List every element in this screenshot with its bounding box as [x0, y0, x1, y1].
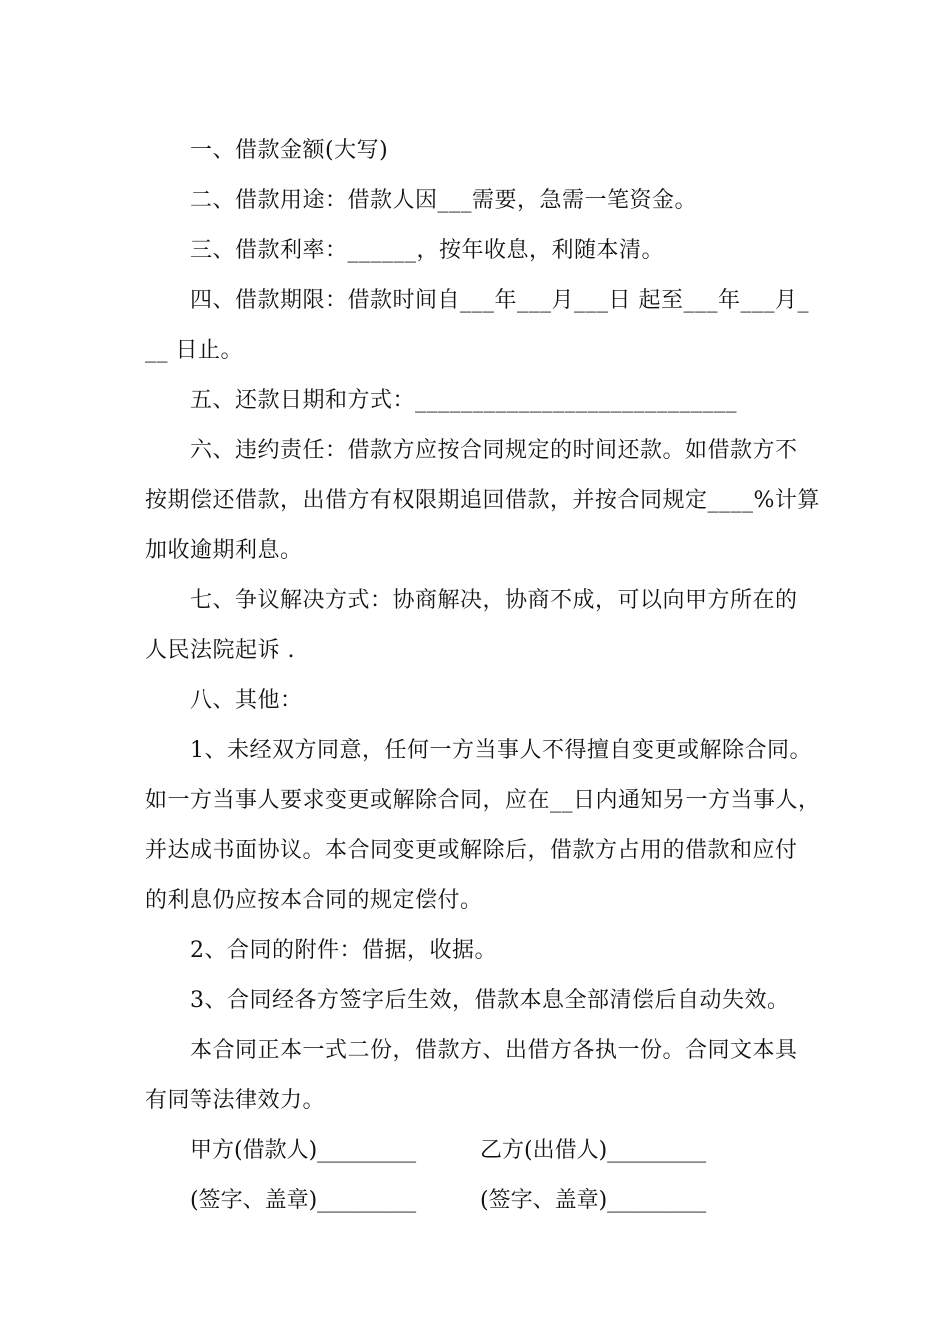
- copies-clause: 本合同正本一式二份，借款方、出借方各执一份。合同文本具: [190, 1038, 798, 1063]
- clause-1-amount: 一、借款金额(大写): [190, 138, 389, 163]
- clause-5-repayment: 五、还款日期和方式：____________________________: [190, 388, 738, 413]
- copies-clause-cont: 有同等法律效力。: [145, 1088, 326, 1113]
- clause-3-rate: 三、借款利率：______，按年收息，利随本清。: [190, 238, 665, 263]
- party-b-seal-line: (签字、盖章)_________: [480, 1188, 707, 1213]
- clause-8-item-1-cont-3: 的利息仍应按本合同的规定偿付。: [145, 888, 483, 913]
- clause-6-liability-cont-1: 按期偿还借款，出借方有权限期追回借款，并按合同规定____%计算: [145, 488, 820, 513]
- party-a-signature-line: 甲方(借款人)_________: [190, 1138, 417, 1163]
- party-a-seal-line: (签字、盖章)_________: [190, 1188, 417, 1213]
- clause-7-dispute-cont: 人民法院起诉 .: [145, 638, 295, 663]
- clause-8-item-1-cont-1: 如一方当事人要求变更或解除合同，应在__日内通知另一方当事人，: [145, 788, 821, 813]
- clause-6-liability: 六、违约责任：借款方应按合同规定的时间还款。如借款方不: [190, 438, 798, 463]
- clause-8-item-2: 2、合同的附件：借据，收据。: [190, 938, 497, 963]
- clause-7-dispute: 七、争议解决方式：协商解决，协商不成，可以向甲方所在的: [190, 588, 798, 613]
- clause-4-term: 四、借款期限：借款时间自___年___月___日 起至___年___月_: [190, 288, 809, 313]
- clause-8-item-3: 3、合同经各方签字后生效，借款本息全部清偿后自动失效。: [190, 988, 790, 1013]
- clause-6-liability-cont-2: 加收逾期利息。: [145, 538, 303, 563]
- clause-8-item-1: 1、未经双方同意，任何一方当事人不得擅自变更或解除合同。: [190, 738, 812, 763]
- clause-8-other: 八、其他：: [190, 688, 303, 713]
- party-b-signature-line: 乙方(出借人)_________: [480, 1138, 707, 1163]
- clause-2-purpose: 二、借款用途：借款人因___需要，急需一笔资金。: [190, 188, 698, 213]
- clause-4-term-cont: __ 日止。: [145, 338, 243, 363]
- clause-8-item-1-cont-2: 并达成书面协议。本合同变更或解除后，借款方占用的借款和应付: [145, 838, 798, 863]
